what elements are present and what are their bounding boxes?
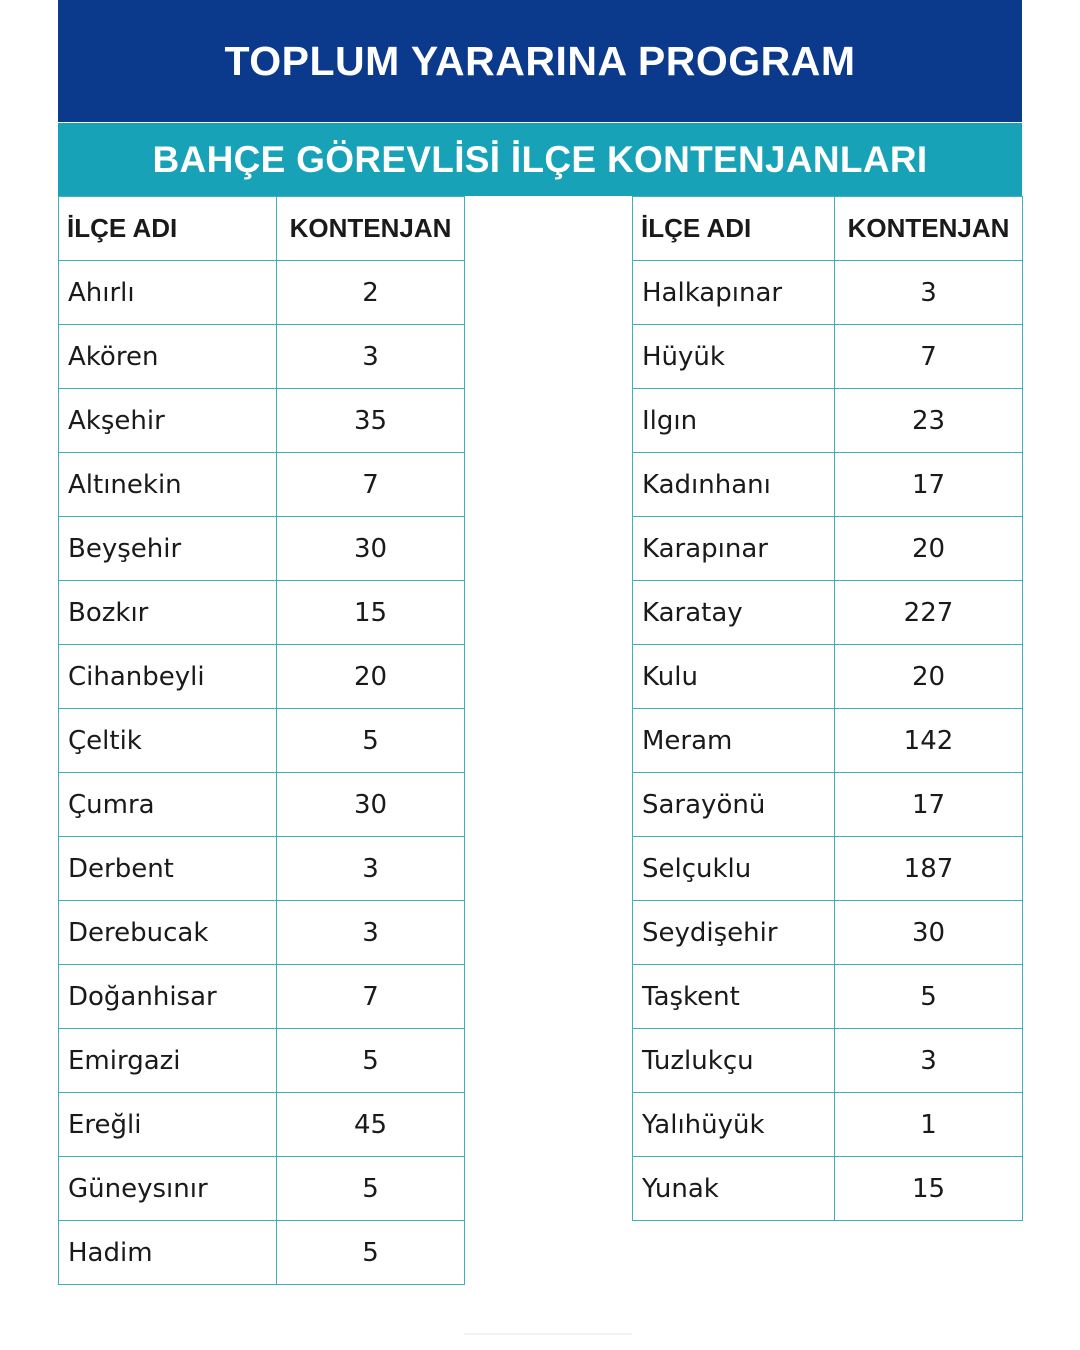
subtitle-banner (58, 123, 1022, 196)
district-quota: 3 (835, 261, 1023, 325)
district-quota: 5 (277, 1029, 465, 1093)
column-header-district: İLÇE ADI (633, 197, 835, 261)
district-quota: 20 (277, 645, 465, 709)
district-quota: 20 (835, 645, 1023, 709)
district-name: Tuzlukçu (633, 1029, 835, 1093)
quota-table-left (58, 196, 465, 1285)
table-row (59, 517, 465, 581)
district-quota: 5 (277, 709, 465, 773)
district-quota: 7 (835, 325, 1023, 389)
district-quota: 23 (835, 389, 1023, 453)
district-name: Derbent (59, 837, 277, 901)
district-name: Yalıhüyük (633, 1093, 835, 1157)
quota-table-right (632, 196, 1023, 1221)
table-row (633, 453, 1023, 517)
table-row (633, 389, 1023, 453)
district-quota: 35 (277, 389, 465, 453)
table-header-row (633, 197, 1023, 261)
district-name: Bozkır (59, 581, 277, 645)
district-name: Seydişehir (633, 901, 835, 965)
district-quota: 30 (835, 901, 1023, 965)
table-row (59, 1221, 465, 1285)
district-name: Akşehir (59, 389, 277, 453)
district-quota: 30 (277, 517, 465, 581)
district-name: Hüyük (633, 325, 835, 389)
district-quota: 17 (835, 453, 1023, 517)
district-quota: 45 (277, 1093, 465, 1157)
district-quota: 2 (277, 261, 465, 325)
district-name: Karapınar (633, 517, 835, 581)
table-row (633, 1093, 1023, 1157)
table-row (59, 901, 465, 965)
column-header-district: İLÇE ADI (59, 197, 277, 261)
district-name: Çumra (59, 773, 277, 837)
table-row (633, 581, 1023, 645)
district-name: Karatay (633, 581, 835, 645)
table-row (633, 1029, 1023, 1093)
table-row (633, 773, 1023, 837)
table-row (59, 709, 465, 773)
table-row (633, 837, 1023, 901)
district-quota: 3 (277, 325, 465, 389)
district-name: Taşkent (633, 965, 835, 1029)
page-subtitle: BAHÇE GÖREVLİSİ İLÇE KONTENJANLARI (152, 138, 928, 180)
district-name: Yunak (633, 1157, 835, 1221)
table-row (633, 965, 1023, 1029)
district-quota: 187 (835, 837, 1023, 901)
district-name: Ahırlı (59, 261, 277, 325)
table-row (633, 517, 1023, 581)
district-quota: 20 (835, 517, 1023, 581)
table-row (59, 1157, 465, 1221)
page-title: TOPLUM YARARINA PROGRAM (224, 37, 856, 84)
table-row (59, 773, 465, 837)
district-name: Akören (59, 325, 277, 389)
district-quota: 15 (835, 1157, 1023, 1221)
district-quota: 7 (277, 453, 465, 517)
table-row (633, 325, 1023, 389)
title-banner (58, 0, 1022, 122)
district-name: Sarayönü (633, 773, 835, 837)
district-name: Altınekin (59, 453, 277, 517)
district-quota: 3 (835, 1029, 1023, 1093)
table-row (59, 325, 465, 389)
table-row (633, 901, 1023, 965)
district-quota: 227 (835, 581, 1023, 645)
district-name: Cihanbeyli (59, 645, 277, 709)
table-row (59, 1029, 465, 1093)
district-quota: 3 (277, 837, 465, 901)
table-header-row (59, 197, 465, 261)
table-row (633, 261, 1023, 325)
column-header-quota: KONTENJAN (277, 197, 465, 261)
district-name: Kadınhanı (633, 453, 835, 517)
district-quota: 142 (835, 709, 1023, 773)
table-row (59, 389, 465, 453)
district-name: Hadim (59, 1221, 277, 1285)
table-row (59, 645, 465, 709)
table-row (59, 1093, 465, 1157)
district-quota: 30 (277, 773, 465, 837)
district-quota: 15 (277, 581, 465, 645)
district-name: Derebucak (59, 901, 277, 965)
district-quota: 7 (277, 965, 465, 1029)
bottom-divider (464, 1333, 632, 1335)
table-row (59, 837, 465, 901)
district-quota: 3 (277, 901, 465, 965)
district-name: Güneysınır (59, 1157, 277, 1221)
district-quota: 5 (277, 1221, 465, 1285)
district-quota: 5 (277, 1157, 465, 1221)
column-header-quota: KONTENJAN (835, 197, 1023, 261)
table-row (633, 1157, 1023, 1221)
district-name: Meram (633, 709, 835, 773)
district-name: Selçuklu (633, 837, 835, 901)
district-name: Halkapınar (633, 261, 835, 325)
district-quota: 1 (835, 1093, 1023, 1157)
district-quota: 5 (835, 965, 1023, 1029)
table-row (633, 645, 1023, 709)
district-name: Emirgazi (59, 1029, 277, 1093)
table-row (59, 261, 465, 325)
table-row (59, 453, 465, 517)
district-name: Kulu (633, 645, 835, 709)
district-name: Çeltik (59, 709, 277, 773)
district-name: Ereğli (59, 1093, 277, 1157)
district-name: Doğanhisar (59, 965, 277, 1029)
table-row (633, 709, 1023, 773)
district-quota: 17 (835, 773, 1023, 837)
district-name: Ilgın (633, 389, 835, 453)
table-row (59, 965, 465, 1029)
district-name: Beyşehir (59, 517, 277, 581)
table-row (59, 581, 465, 645)
